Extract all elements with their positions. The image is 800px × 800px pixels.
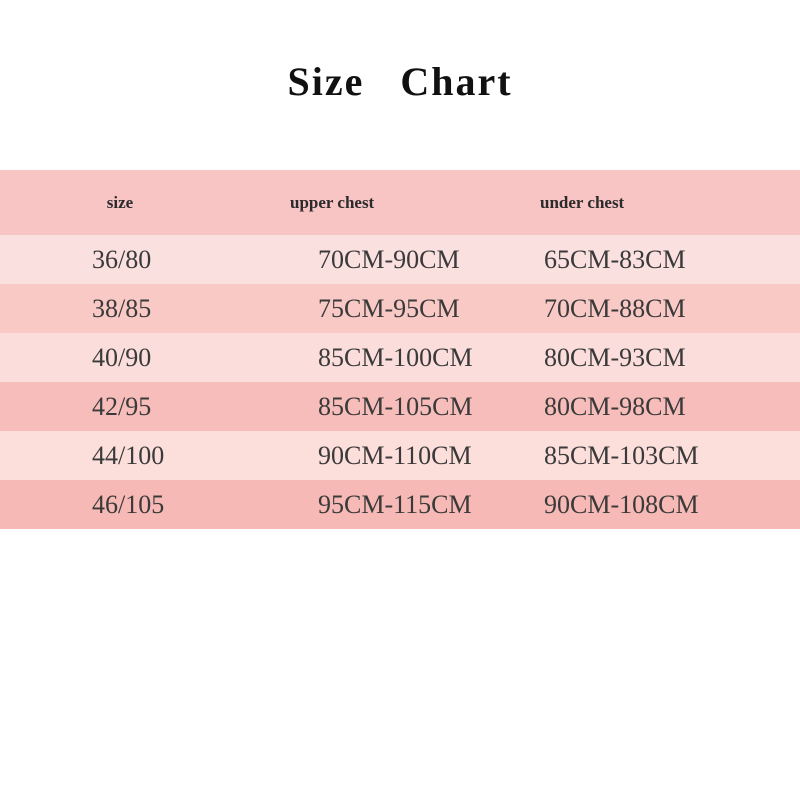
cell-under-chest: 90CM-108CM — [544, 489, 699, 519]
cell-size: 40/90 — [92, 342, 152, 372]
cell-under-chest: 80CM-93CM — [544, 342, 686, 372]
size-chart-table — [0, 170, 800, 529]
column-header-upper-chest: upper chest — [290, 192, 375, 212]
cell-size: 42/95 — [92, 391, 152, 421]
cell-size: 38/85 — [92, 293, 152, 323]
page-title: Size Chart — [287, 59, 513, 104]
cell-upper-chest: 75CM-95CM — [318, 293, 460, 323]
cell-size: 46/105 — [92, 489, 165, 519]
column-header-under-chest: under chest — [540, 192, 625, 212]
cell-under-chest: 70CM-88CM — [544, 293, 686, 323]
cell-upper-chest: 85CM-100CM — [318, 342, 473, 372]
table-row — [0, 431, 800, 480]
cell-upper-chest: 90CM-110CM — [318, 440, 472, 470]
cell-size: 44/100 — [92, 440, 165, 470]
cell-upper-chest: 70CM-90CM — [318, 244, 460, 274]
cell-upper-chest: 85CM-105CM — [318, 391, 473, 421]
column-header-size: size — [106, 192, 134, 212]
cell-under-chest: 85CM-103CM — [544, 440, 699, 470]
cell-size: 36/80 — [92, 244, 152, 274]
table-row — [0, 382, 800, 431]
table-row — [0, 333, 800, 382]
cell-under-chest: 80CM-98CM — [544, 391, 686, 421]
table-row — [0, 480, 800, 529]
cell-under-chest: 65CM-83CM — [544, 244, 686, 274]
table-header-row — [0, 170, 800, 235]
cell-upper-chest: 95CM-115CM — [318, 489, 472, 519]
table-row — [0, 235, 800, 284]
table-row — [0, 284, 800, 333]
